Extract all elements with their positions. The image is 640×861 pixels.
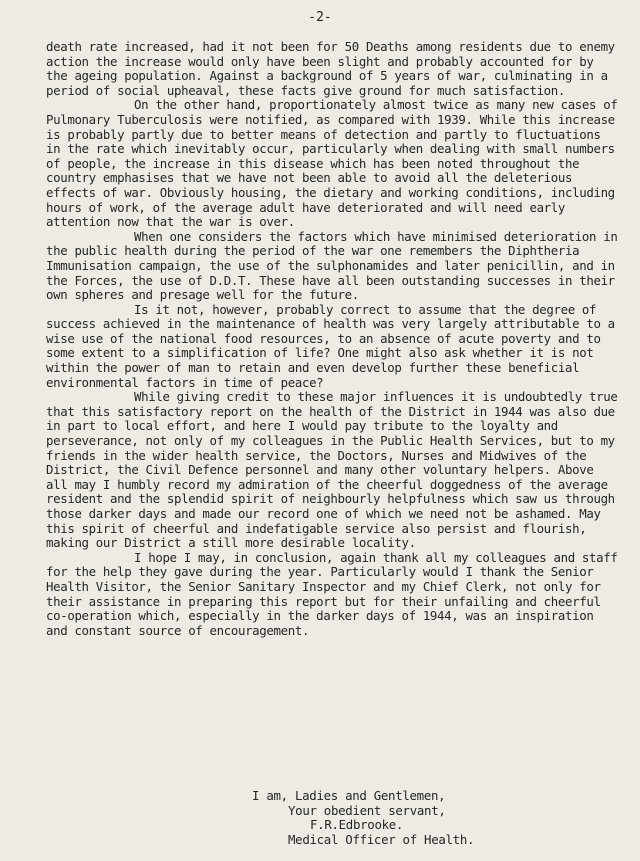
letter-closing — [252, 789, 474, 847]
paragraph-thanks: I hope I may, in conclusion, again thank all my colleagues and staff for the help they gave during the year. Particularly would I thank the Senior Health Visitor, the Senior Sanitary Inspector and my Chief Clerk, not only for their assistance in preparing this report but for their unfailing and cheerful co-operation which, especially in the darker days of 1944, was an inspiration and constant source of encouragement. — [46, 549, 625, 638]
page-number: -2- — [308, 10, 332, 25]
paragraph-death-rate: death rate increased, had it not been for 50 Deaths among residents due to enemy action the increase would only have been slight and probably accounted for by the ageing population. Against a background of 5 years of war, culminating in a period of social upheaval, these facts give ground for much satisfaction. — [46, 39, 622, 98]
report-body — [46, 39, 625, 638]
paragraph-factors: When one considers the factors which have minimised deterioration in the public health during the period of the war one remembers the Diphtheria Immunisation campaign, the use of the sulphonamides and later penicillin, and in the Forces, the use of D.D.T. These have all been outstanding successes in their own spheres and presage well for the future. — [46, 228, 625, 303]
paragraph-food-resources: Is it not, however, probably correct to assume that the degree of success achieved in the maintenance of health was very largely attributable to a wise use of the national food resources, to an absence of acute poverty and to some extent to a simplification of life? One might also ask whether it is not within the power of man to retain and even develop further these beneficial environmental factors in time of peace? — [46, 301, 622, 390]
closing-valediction: Your obedient servant, — [288, 802, 446, 818]
closing-salutation: I am, Ladies and Gentlemen, — [252, 788, 446, 803]
signatory-name: F.R.Edbrooke. — [310, 817, 404, 833]
paragraph-tuberculosis: On the other hand, proportionately almost twice as many new cases of Pulmonary Tuberculosis were notified, as compared with 1939. While this increase is probably partly due to better means of detection and partly to fluctuations in the rate which inevitably occur, particularly when dealing with small numbers of people, the increase in this disease which has been noted throughout the country emphasises that we have not been able to avoid all the deleterious effects of war. Obviously housing, the dietary and working conditions, including hours of work, of the average adult have deteriorated and will need early attention now that the war is over. — [46, 97, 625, 230]
paragraph-tribute: While giving credit to these major influences it is undoubtedly true that this satisfactory report on the health of the District in 1944 was also due in part to local effort, and here I would pay tribute to the loyalty and perseverance, not only of my colleagues in the Public Health Services, but to my friends in the wider health service, the Doctors, Nurses and Midwives of the District, the Civil Defence personnel and many other voluntary helpers. Above all may I humbly record my admiration of the cheerful doggedness of the average resident and the splendid spirit of neighbourly helpfulness which saw us through those darker days and made our record one of which we need not be ashamed. May this spirit of cheerful and indefatigable service also persist and flourish, making our District a still more desirable locality. — [46, 389, 625, 551]
signatory-title: Medical Officer of Health. — [288, 831, 475, 847]
